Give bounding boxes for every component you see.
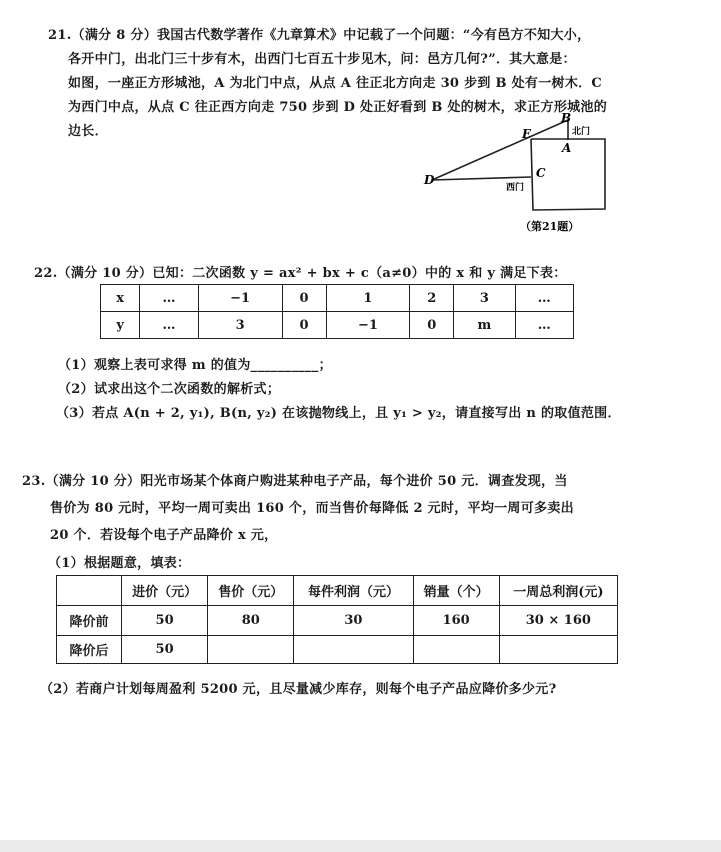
cell: 3 [454,285,515,312]
cell [208,636,294,664]
q23-line: 23.（满分 10 分）阳光市场某个体商户购进某种电子产品，每个进价 50 元．调查发现，当 [22,474,568,489]
cell: x [101,285,140,312]
q21-line: 各开中门，出北门三十步有木，出西门七百五十步见木，问：邑方几何?”．其大意是： [68,52,576,67]
q21-line: 如图，一座正方形城池，A 为北门中点，从点 A 往正北方向走 30 步到 B 处有一树木．C [68,76,603,91]
q21-line: 边长． [68,124,108,139]
cell: 销量（个） [413,576,499,606]
q22-part: （1）观察上表可求得 m 的值为__________； [58,358,332,373]
label-north-gate: 北门 [572,127,591,137]
cell: 降价前 [57,606,122,636]
cell: −1 [326,312,410,339]
cell: 2 [410,285,454,312]
cell: 0 [410,312,454,339]
cell: 30 [294,606,413,636]
cell: 每件利润（元） [294,576,413,606]
cell: 30 × 160 [499,606,617,636]
cell: 0 [282,312,326,339]
q23-line: 售价为 80 元时，平均一周可卖出 160 个，而当售价每降低 2 元时，平均一周可多卖出 [50,501,574,516]
label-d: D [424,173,435,187]
q21-line: 21.（满分 8 分）我国古代数学著作《九章算术》中记载了一个问题：“今有邑方不知大小， [48,28,591,43]
label-a: A [562,141,572,155]
cell: 一周总利润(元) [499,576,617,606]
cell: 160 [413,606,499,636]
q23-line: 20 个．若设每个电子产品降价 x 元， [50,528,278,543]
cell: m [454,312,515,339]
cell: 0 [282,285,326,312]
cell: … [140,312,198,339]
figure-caption: （第21题） [520,220,580,233]
label-west-gate: 西门 [506,183,525,193]
cell: y [101,312,140,339]
q23-table [56,575,618,664]
q22-table [100,284,574,339]
label-b: B [561,111,572,125]
cell: −1 [198,285,282,312]
cell: 售价（元） [208,576,294,606]
q23-part2: （2）若商户计划每周盈利 5200 元，且尽量减少库存，则每个电子产品应降价多少元? [40,682,557,697]
cell: 进价（元） [122,576,208,606]
cell: 1 [326,285,410,312]
cell: 50 [122,606,208,636]
cell: … [515,285,573,312]
cell: 降价后 [57,636,122,664]
label-c: C [536,166,546,180]
cell [413,636,499,664]
q21-line: 为西门中点，从点 C 往正西方向走 750 步到 D 处正好看到 B 处的树木，求正方形城池的 [68,100,608,115]
q22-part: （3）若点 A(n + 2, y₁), B(n, y₂) 在该抛物线上，且 y₁ > y₂，请直接写出 n 的取值范围． [56,406,621,421]
page-bottom-bar [0,840,721,852]
q22-part: （2）试求出这个二次函数的解析式； [58,382,281,397]
q22-stem: 22.（满分 10 分）已知：二次函数 y = ax² + bx + c（a≠0）中的 x 和 y 满足下表： [34,266,567,281]
cell: … [140,285,198,312]
cell: 80 [208,606,294,636]
q23-line: （1）根据题意，填表： [48,556,191,571]
cell [499,636,617,664]
cell [57,576,122,606]
cell: 3 [198,312,282,339]
cell [294,636,413,664]
cell: 50 [122,636,208,664]
label-e: E [522,127,532,141]
q21-figure [410,110,620,240]
cell: … [515,312,573,339]
